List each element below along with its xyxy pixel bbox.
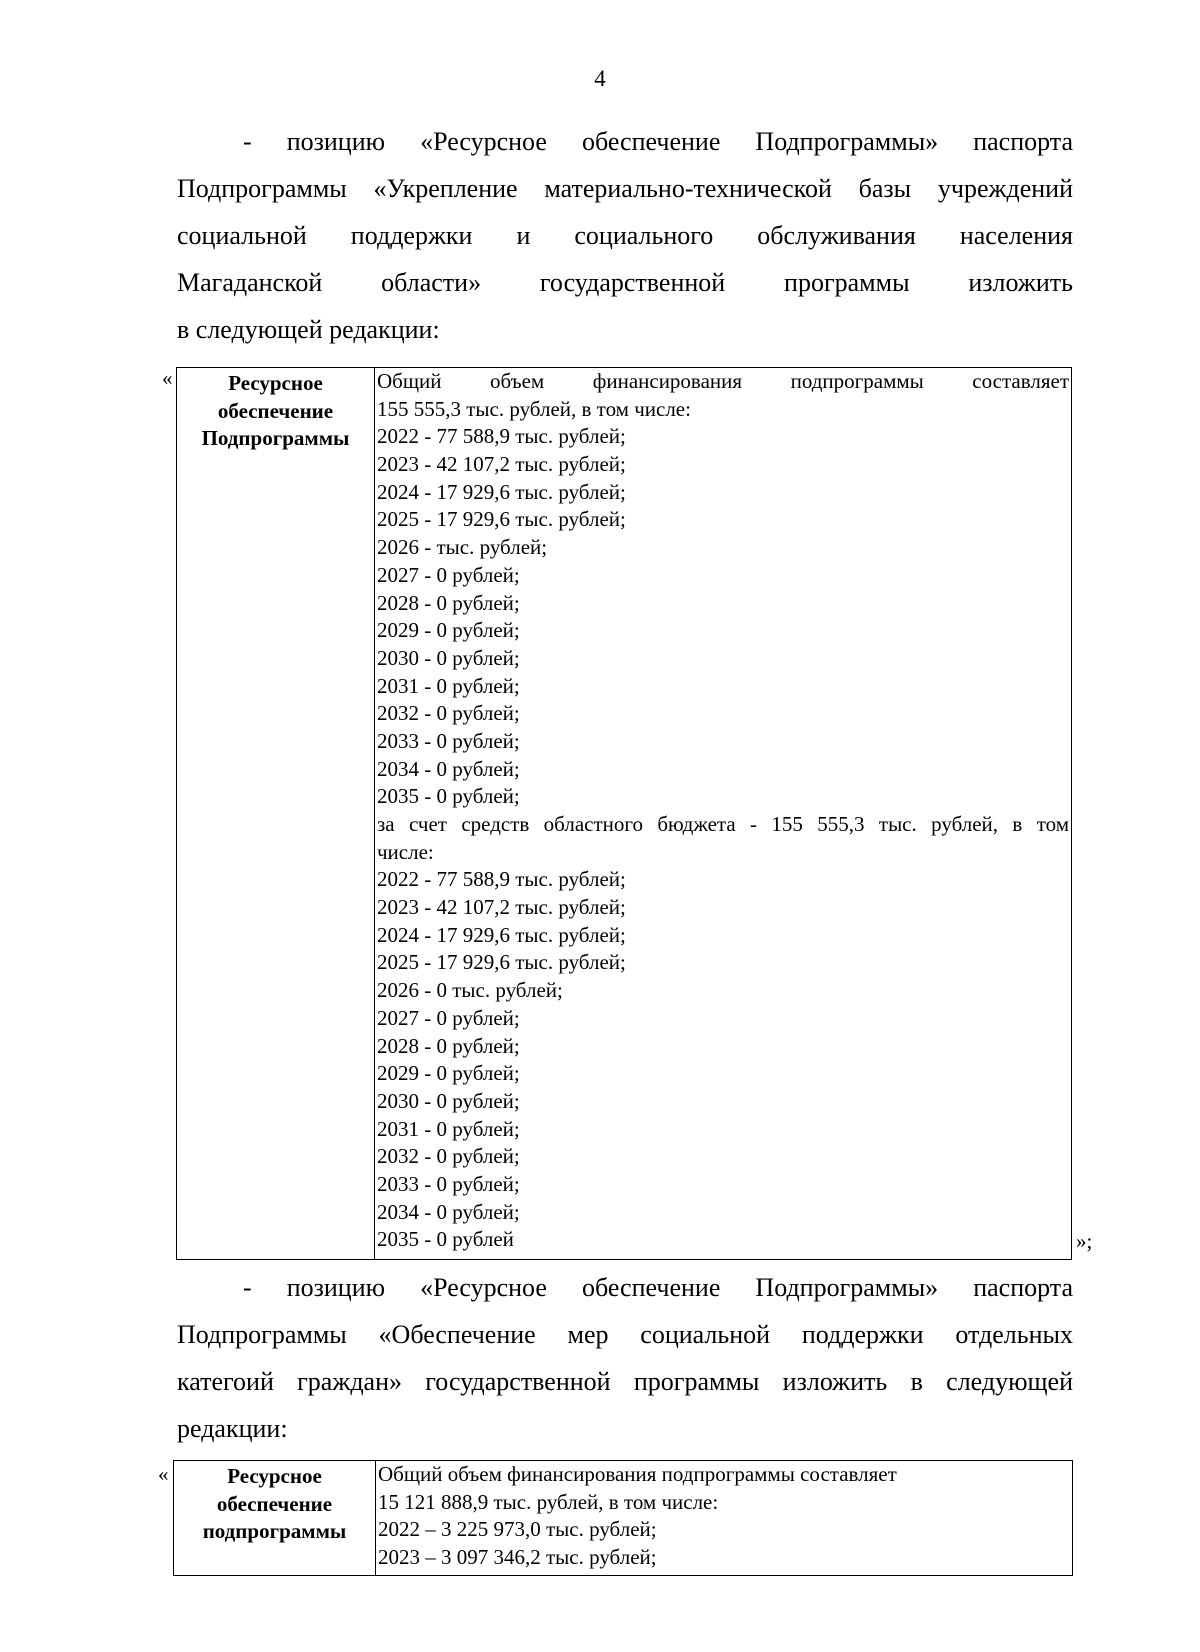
table-row: 2027 - 0 рублей; [377, 562, 520, 587]
table-row: 2030 - 0 рублей; [377, 1088, 520, 1113]
table-row: 2035 - 0 рублей; [377, 784, 520, 809]
table-row: 2032 - 0 рублей; [377, 1144, 520, 1169]
paragraph-line: редакции: [177, 1414, 288, 1443]
table-row: 2033 - 0 рублей; [377, 1171, 520, 1196]
table-row: 2026 - 0 тыс. рублей; [377, 978, 563, 1003]
table-row: Общий объем финансирования подпрограммы составляет [378, 1462, 897, 1486]
paragraph-line: Подпрограммы «Обеспечение мер социальной поддержки отдельных [177, 1320, 1073, 1349]
table-2-value-cell [375, 1461, 1072, 1575]
table-row: 2026 - тыс. рублей; [377, 535, 548, 560]
table-row: 2024 - 17 929,6 тыс. рублей; [377, 479, 626, 504]
table-row: 2028 - 0 рублей; [377, 590, 520, 615]
table-row: 2024 - 17 929,6 тыс. рублей; [377, 922, 626, 947]
heading-line: Подпрограммы [201, 426, 350, 451]
table-2-heading-cell [174, 1461, 376, 1575]
table-row: 2022 – 3 225 973,0 тыс. рублей; [378, 1517, 657, 1542]
table-row: 2032 - 0 рублей; [377, 701, 520, 726]
table-row: 2025 - 17 929,6 тыс. рублей; [377, 507, 626, 532]
paragraph-line: Подпрограммы «Укрепление материально-технической базы учреждений [177, 174, 1073, 203]
table-row: 2033 - 0 рублей; [377, 728, 520, 753]
table-row: 2023 - 42 107,2 тыс. рублей; [377, 895, 626, 920]
table-row: 2023 – 3 097 346,2 тыс. рублей; [378, 1545, 657, 1570]
paragraph-1 [177, 118, 1073, 353]
table-2-open-quote: « [158, 1462, 169, 1486]
paragraph-line: категоий граждан» государственной программы изложить в следующей [177, 1367, 1073, 1396]
table-row: 2029 - 0 рублей; [377, 618, 520, 643]
table-row: 2023 - 42 107,2 тыс. рублей; [377, 452, 626, 477]
table-row: 15 121 888,9 тыс. рублей, в том числе: [378, 1489, 719, 1514]
heading-line: обеспечение [216, 1491, 333, 1516]
table-row: 2031 - 0 рублей; [377, 1116, 520, 1141]
resource-table-1 [176, 367, 1072, 1260]
table-row: 2035 - 0 рублей [377, 1227, 514, 1252]
table-1-value-cell [374, 368, 1071, 1259]
table-row: за счет средств областного бюджета - 155 555,3 тыс. рублей, в том [377, 812, 1069, 836]
table-row: 2027 - 0 рублей; [377, 1005, 520, 1030]
paragraph-line: - позицию «Ресурсное обеспечение Подпрограммы» паспорта [243, 127, 1073, 156]
paragraph-line: Магаданской области» государственной программы изложить [177, 268, 1073, 297]
paragraph-line: социальной поддержки и социального обслуживания населения [177, 221, 1073, 250]
table-row: 2031 - 0 рублей; [377, 673, 520, 698]
table-1-heading-cell [177, 368, 375, 1259]
table-row: 2029 - 0 рублей; [377, 1061, 520, 1086]
table-row: 155 555,3 тыс. рублей, в том числе: [377, 396, 691, 421]
page-number: 4 [594, 66, 606, 91]
table-row: числе: [377, 839, 434, 864]
paragraph-line: - позицию «Ресурсное обеспечение Подпрограммы» паспорта [243, 1273, 1073, 1302]
resource-table-2 [173, 1460, 1073, 1576]
heading-line: Ресурсное [228, 371, 323, 395]
table-row: 2025 - 17 929,6 тыс. рублей; [377, 950, 626, 975]
table-row: 2034 - 0 рублей; [377, 756, 520, 781]
paragraph-2 [177, 1264, 1073, 1452]
paragraph-line: в следующей редакции: [177, 315, 440, 344]
table-row: 2034 - 0 рублей; [377, 1199, 520, 1224]
table-row: 2022 - 77 588,9 тыс. рублей; [377, 867, 626, 892]
heading-line: Ресурсное [227, 1464, 322, 1488]
table-row: 2022 - 77 588,9 тыс. рублей; [377, 424, 626, 449]
heading-line: подпрограммы [202, 1519, 347, 1544]
table-row: 2030 - 0 рублей; [377, 645, 520, 670]
table-row: 2028 - 0 рублей; [377, 1033, 520, 1058]
heading-line: обеспечение [217, 398, 334, 423]
table-1-close-quote: »; [1076, 1229, 1093, 1253]
table-1-open-quote: « [162, 366, 173, 390]
table-row: Общий объем финансирования подпрограммы составляет [377, 369, 1069, 393]
